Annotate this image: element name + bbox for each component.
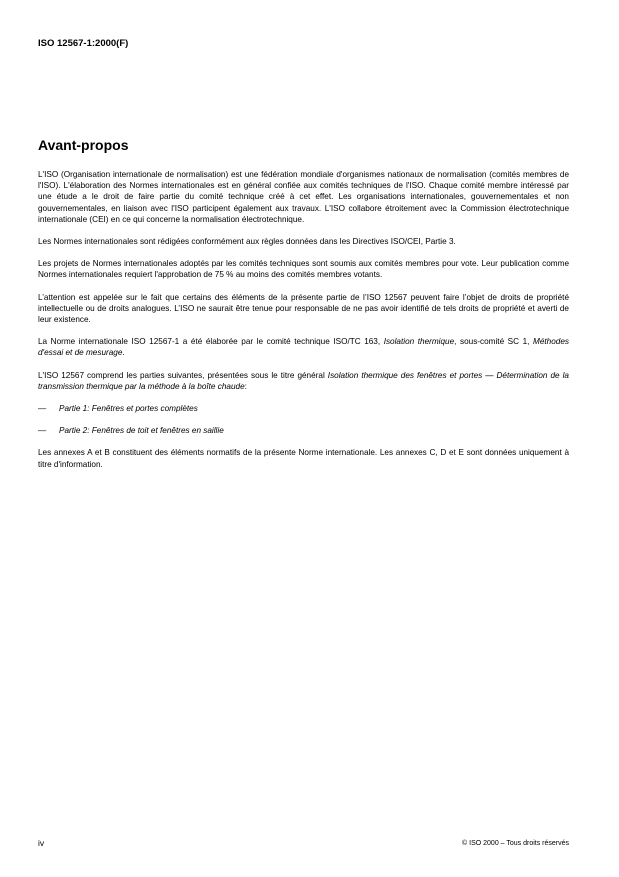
copyright-notice: © ISO 2000 – Tous droits réservés [462,840,569,847]
parts-italic-title: Isolation thermique des fenêtres et portes — Détermination de la transmission thermique par la méthode à la boîte chaude [38,370,569,391]
list-item-text: Partie 1: Fenêtres et portes complètes [59,404,198,414]
paragraph-directives: Les Normes internationales sont rédigées conformément aux règles données dans les Directives ISO/CEI, Partie 3. [38,237,456,247]
list-item [38,403,569,414]
paragraph-annexes: Les annexes A et B constituent des éléments normatifs de la présente Norme internationale. Les annexes C, D et E sont données uniquement à titre d'information. [38,448,569,469]
tc-text-1: La Norme internationale ISO 12567-1 a été élaborée par le comité technique ISO/TC 163, [38,337,384,347]
document-id-header: ISO 12567-1:2000(F) [38,38,129,49]
paragraph-patent-rights: L’attention est appelée sur le fait que certains des éléments de la présente partie de l’ISO 12567 peuvent faire l’objet de droits de propriété intellectuelle ou de droits analogues. L’ISO ne saurait être tenue pour responsable de ne pas avoir identifié de tels droits de propriété et averti de leur existence. [38,292,569,325]
page-number: iv [38,838,45,848]
tc-italic-2: Méthodes d'essai et de mesurage [38,337,569,358]
tc-italic-1: Isolation thermique [383,337,455,347]
list-dash: — [38,426,47,436]
tc-text-3: . [122,348,125,358]
paragraph-parts-intro [38,370,569,392]
page-title: Avant-propos [38,137,129,153]
foreword-body [38,169,569,481]
paragraph-voting: Les projets de Normes internationales adoptés par les comités techniques sont soumis aux comités membres pour vote. Leur publication comme Normes internationales requiert l'approbation de 75 % au moins des comités membres votants. [38,259,569,280]
tc-text-2: , sous-comité SC 1, [454,337,534,347]
parts-text-1: L'ISO 12567 comprend les parties suivantes, présentées sous le titre général [38,370,328,380]
list-dash: — [38,404,47,414]
parts-text-2: : [244,381,247,391]
paragraph-technical-committee [38,336,569,358]
paragraph-iso-organisation: L'ISO (Organisation internationale de normalisation) est une fédération mondiale d'organismes nationaux de normalisation (comités membres de l'ISO). L'élaboration des Normes internationales est en général confiée aux comités techniques de l'ISO. Chaque comité membre intéressé par une étude a le droit de faire partie du comité technique créé à cet effet. Les organisations internationales, gouvernementales et non gouvernementales, en liaison avec l'ISO participent également aux travaux. L'ISO collabore étroitement avec la Commission électrotechnique internationale (CEI) en ce qui concerne la normalisation électrotechnique. [38,170,569,224]
list-item [38,425,569,436]
list-item-text: Partie 2: Fenêtres de toit et fenêtres en saillie [59,426,224,436]
